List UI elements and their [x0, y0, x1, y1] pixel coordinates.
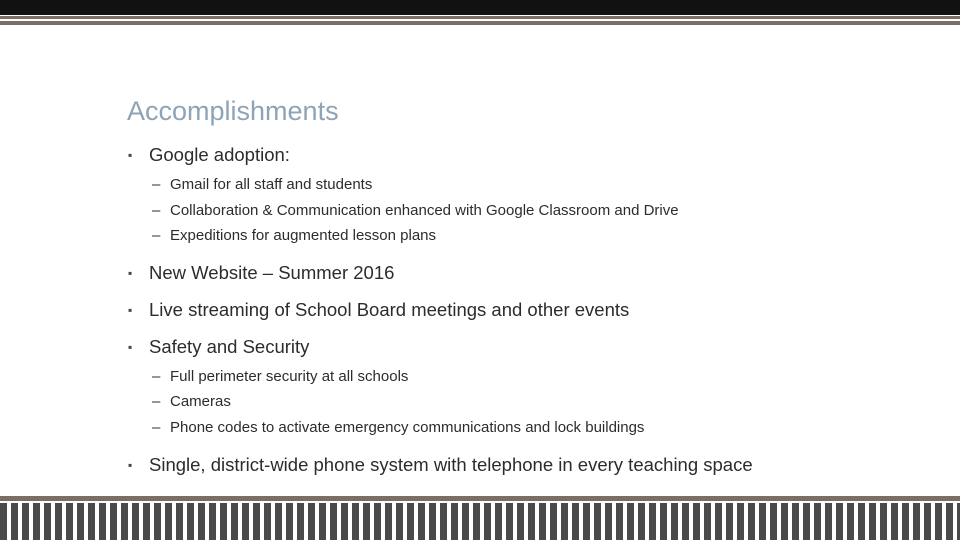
list-item-text: Google adoption: [149, 144, 290, 165]
list-item [128, 332, 928, 362]
square-bullet-icon: ▪ [128, 339, 133, 354]
bullet-list [128, 140, 928, 480]
bottom-stripe-band [0, 503, 960, 540]
sub-list-item [128, 389, 928, 415]
dash-bullet-icon: – [152, 393, 161, 411]
list-item-text: Safety and Security [149, 335, 310, 357]
top-rule-2 [0, 21, 960, 25]
bottom-rule [0, 496, 960, 501]
dash-bullet-icon: – [152, 201, 161, 219]
list-item-text: Live streaming of School Board meetings and other events [149, 298, 630, 320]
sub-list-item-text: Phone codes to activate emergency communications and lock buildings [170, 418, 645, 436]
square-bullet-icon: ▪ [128, 302, 133, 317]
dash-bullet-icon: – [152, 176, 161, 193]
list-item [128, 140, 928, 170]
sub-list [128, 172, 928, 249]
top-rule-1 [0, 16, 960, 19]
top-dark-band [0, 0, 960, 15]
dash-bullet-icon: – [152, 367, 161, 385]
list-item [128, 258, 928, 288]
sub-list-item [128, 415, 928, 441]
sub-list-item [128, 198, 928, 224]
list-item [128, 295, 928, 325]
sub-list-item-text: Gmail for all staff and students [170, 176, 373, 193]
list-item-text: New Website – Summer 2016 [149, 261, 395, 283]
sub-list-item-text: Cameras [170, 393, 231, 411]
list-item [128, 450, 928, 480]
sub-list-item [128, 364, 928, 390]
list-item-text: Single, district-wide phone system with telephone in every teaching space [149, 453, 753, 475]
sub-list-item-text: Full perimeter security at all schools [170, 367, 409, 385]
sub-list-item [128, 223, 928, 249]
sub-list-item [128, 172, 928, 198]
dash-bullet-icon: – [152, 418, 161, 436]
sub-list [128, 364, 928, 441]
sub-list-item-text: Collaboration & Communication enhanced with Google Classroom and Drive [170, 201, 679, 219]
square-bullet-icon: ▪ [128, 265, 133, 280]
sub-list-item-text: Expeditions for augmented lesson plans [170, 227, 437, 245]
square-bullet-icon: ▪ [128, 457, 133, 472]
dash-bullet-icon: – [152, 227, 161, 245]
slide-title: Accomplishments [127, 96, 339, 126]
square-bullet-icon: ▪ [128, 148, 133, 162]
